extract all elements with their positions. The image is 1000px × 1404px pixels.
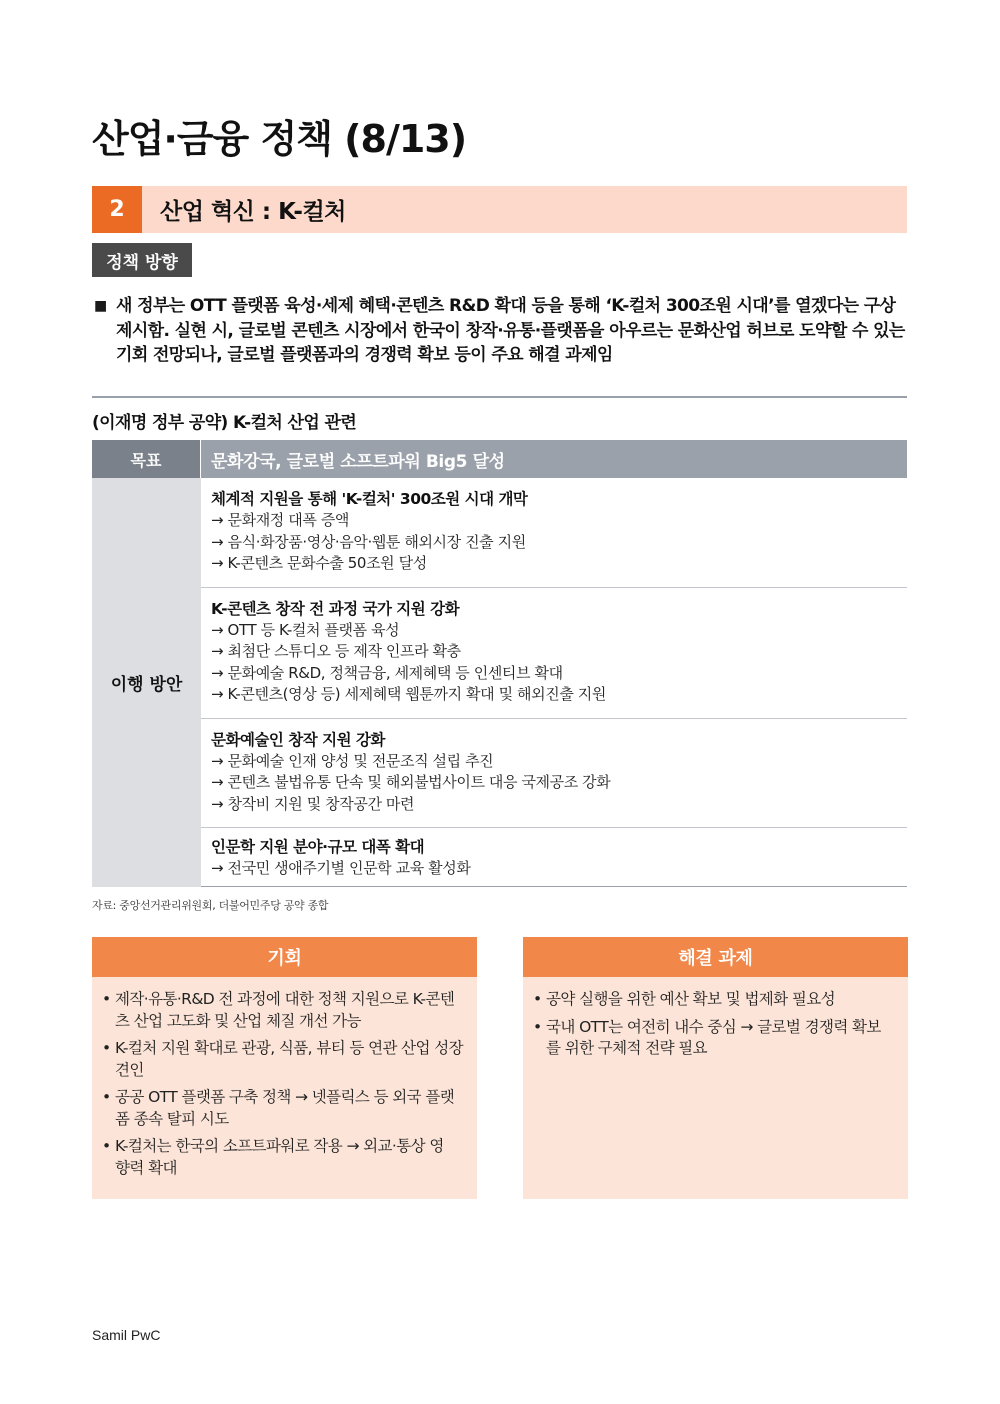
list-item: [533, 989, 898, 1011]
list-item-text: [546, 989, 898, 1011]
list-item: [102, 1087, 467, 1130]
plan-group: [201, 588, 907, 719]
plan-group-heading: 체계적 지원을 통해 'K-컬처' 300조원 시대 개막: [211, 490, 528, 508]
plan-group-heading: 인문학 지원 분야·규모 대폭 확대: [211, 838, 425, 856]
text-line: 견인: [115, 1060, 144, 1079]
plan-item: → 문화예술 인재 양성 및 전문조직 설립 추진: [211, 751, 494, 770]
summary-text: [116, 294, 907, 368]
list-item-text: [115, 1136, 467, 1179]
text-line: 츠 산업 고도화 및 산업 체질 개선 가능: [115, 1011, 361, 1030]
challenge-box: [523, 937, 908, 1199]
plan-group: [201, 478, 907, 588]
goal-value: 문화강국, 글로벌 소프트파워 Big5 달성: [201, 440, 907, 478]
table-title: (이재명 정부 공약) K-컬처 산업 관련: [92, 413, 357, 433]
plan-item: → K-콘텐츠(영상 등) 세제혜택 웹툰까지 확대 및 해외진출 지원: [211, 685, 606, 703]
section-number: 2: [92, 186, 142, 233]
list-item-text: [115, 989, 467, 1032]
opportunity-box: [92, 937, 477, 1199]
opportunity-title: 기회: [92, 937, 477, 977]
list-item: [102, 1038, 467, 1081]
plan-row: [92, 478, 907, 887]
plan-item: → 최첨단 스튜디오 등 제작 인프라 확충: [211, 642, 461, 660]
plan-item: → K-콘텐츠 문화수출 50조원 달성: [211, 554, 427, 572]
summary-line: 기회 전망되나, 글로벌 플랫폼과의 경쟁력 확보 등이 주요 해결 과제임: [116, 345, 613, 365]
source-note: 자료: 중앙선거관리위원회, 더불어민주당 공약 종합: [92, 899, 329, 912]
plan-item: → 음식·화장품·영상·음악·웹툰 해외시장 진출 지원: [211, 532, 526, 551]
challenge-list: [523, 977, 908, 1060]
plan-item: → 콘텐츠 불법유통 단속 및 해외불법사이트 대응 국제공조 강화: [211, 773, 611, 791]
plan-item: → 전국민 생애주기별 인문학 교육 활성화: [211, 859, 471, 877]
list-item-text: [115, 1087, 467, 1130]
text-line: 공약 실행을 위한 예산 확보 및 법제화 필요성: [546, 990, 836, 1008]
policy-summary: [92, 294, 907, 368]
list-item-text: [546, 1017, 898, 1060]
list-item: [533, 1017, 898, 1060]
goal-row: [92, 440, 907, 478]
bullet-icon: •: [102, 990, 111, 1008]
plan-item: → 문화재정 대폭 증액: [211, 511, 349, 529]
text-line: K-컬처 지원 확대로 관광, 식품, 뷰티 등 연관 산업 성장: [115, 1039, 463, 1057]
plan-groups: [201, 478, 907, 887]
section-title: 산업 혁신 : K-컬처: [160, 199, 346, 225]
square-bullet-icon: ■: [94, 298, 108, 314]
policy-direction-tag: 정책 방향: [92, 243, 192, 277]
bullet-icon: •: [102, 1039, 111, 1057]
bullet-icon: •: [533, 1017, 542, 1036]
list-item: [102, 989, 467, 1032]
plan-item: → 창작비 지원 및 창작공간 마련: [211, 794, 415, 813]
text-line: 향력 확대: [115, 1158, 177, 1177]
section-header: [92, 186, 907, 233]
text-line: 국내 OTT는 여전히 내수 중심 → 글로벌 경쟁력 확보: [546, 1017, 881, 1036]
goal-label: 목표: [92, 440, 201, 478]
plan-item: → OTT 등 K-컬처 플랫폼 육성: [211, 620, 400, 639]
divider: [92, 396, 907, 398]
opportunity-list: [92, 977, 477, 1179]
text-line: 폼 종속 탈피 시도: [115, 1109, 229, 1128]
plan-group-heading: 문화예술인 창작 지원 강화: [211, 730, 385, 749]
plan-group-heading: K-콘텐츠 창작 전 과정 국가 지원 강화: [211, 599, 460, 618]
plan-label: 이행 방안: [92, 478, 201, 887]
plan-group: [201, 719, 907, 829]
bullet-icon: •: [102, 1137, 111, 1155]
pledge-table: [92, 440, 907, 887]
plan-group: [201, 828, 907, 887]
summary-line: 제시함. 실현 시, 글로벌 콘텐츠 시장에서 한국이 창작·유통·플랫폼을 아우르는 문화산업 허브로 도약할 수 있는: [116, 320, 905, 341]
summary-line: 새 정부는 OTT 플랫폼 육성·세제 혜택·콘텐츠 R&D 확대 등을 통해 ‘K-컬처 300조원 시대’를 열겠다는 구상: [116, 296, 896, 316]
bullet-icon: •: [102, 1088, 111, 1106]
page-title: 산업·금융 정책 (8/13): [92, 117, 467, 161]
list-item-text: [115, 1038, 467, 1081]
list-item: [102, 1136, 467, 1179]
bullet-icon: •: [533, 990, 542, 1008]
text-line: 를 위한 구체적 전략 필요: [546, 1039, 708, 1057]
challenge-title: 해결 과제: [523, 937, 908, 977]
text-line: 제작·유통·R&D 전 과정에 대한 정책 지원으로 K-콘텐: [115, 990, 455, 1008]
text-line: 공공 OTT 플랫폼 구축 정책 → 넷플릭스 등 외국 플랫: [115, 1088, 455, 1106]
plan-item: → 문화예술 R&D, 정책금융, 세제혜택 등 인센티브 확대: [211, 663, 563, 682]
footer-brand: Samil PwC: [92, 1327, 161, 1343]
text-line: K-컬처는 한국의 소프트파워로 작용 → 외교·통상 영: [115, 1137, 444, 1155]
